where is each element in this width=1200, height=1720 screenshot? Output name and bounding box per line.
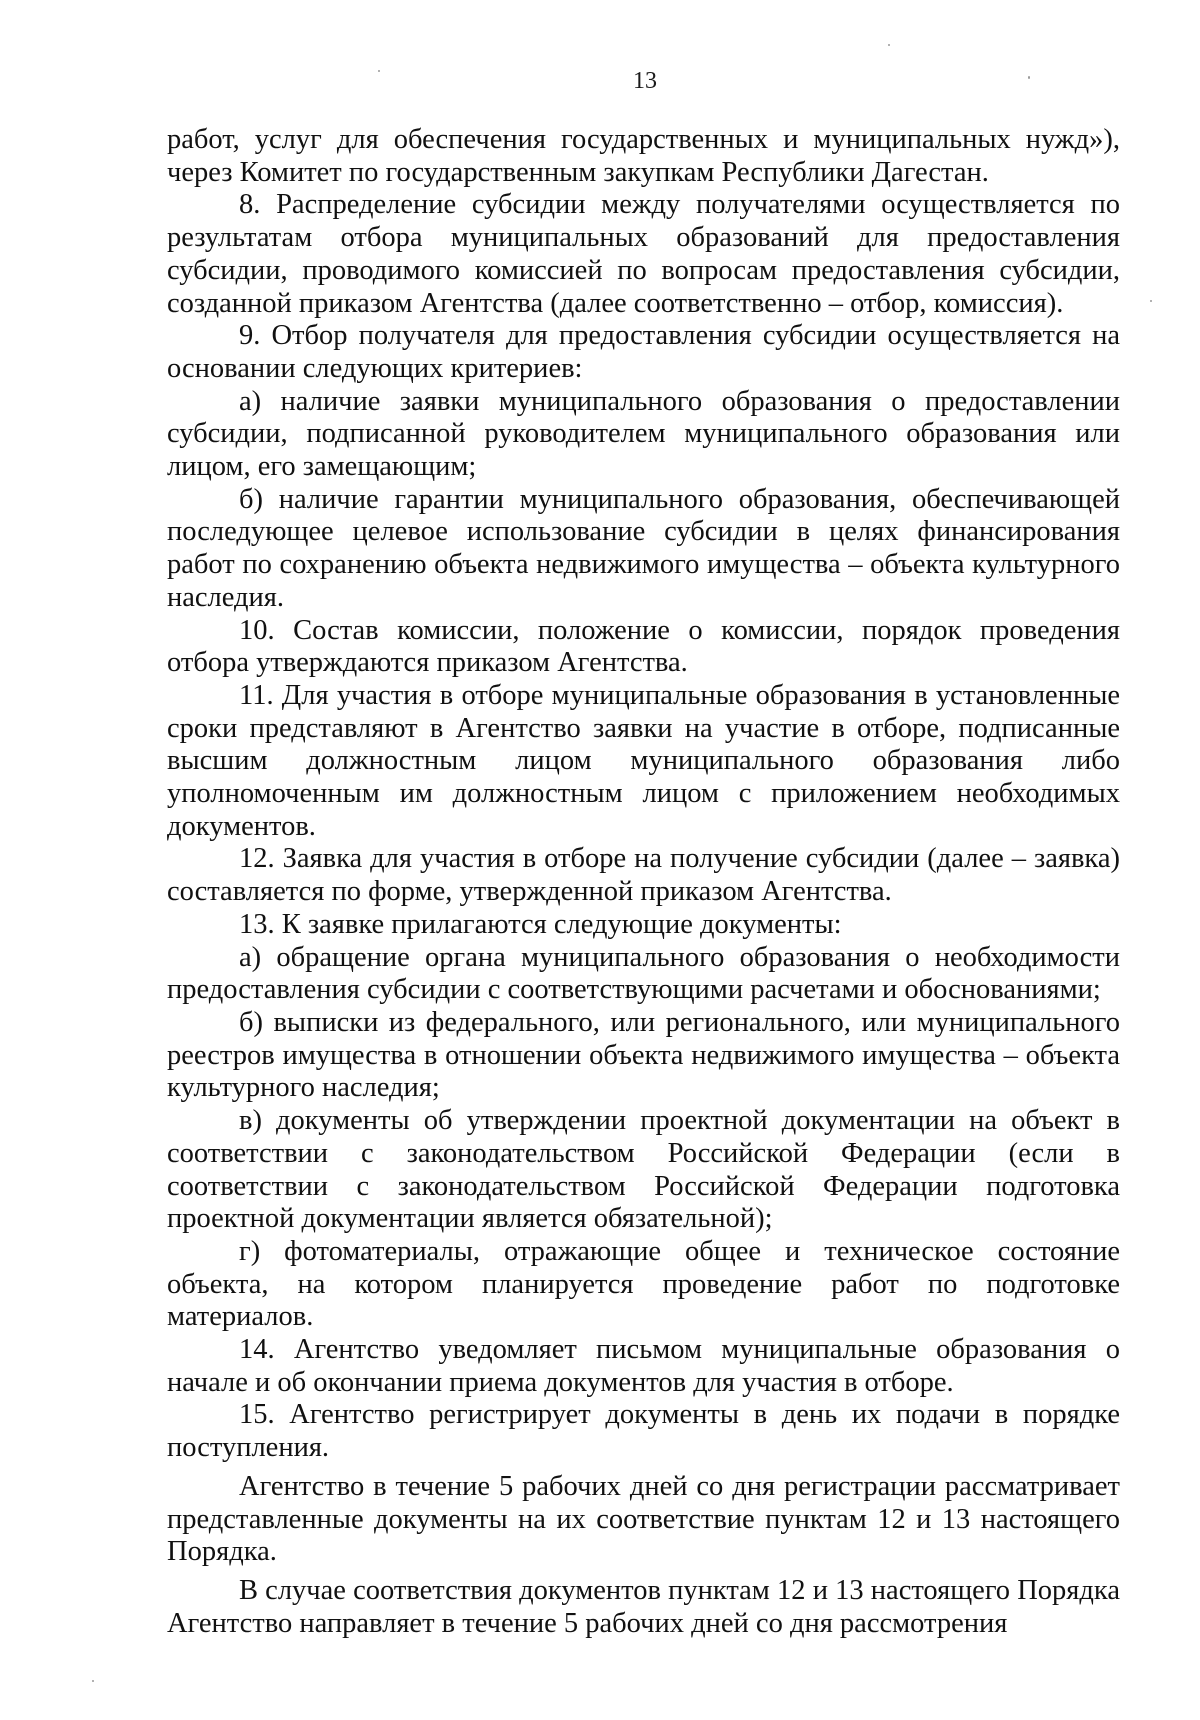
paragraph-item-11: 11. Для участия в отборе муниципальные образования в установленные сроки представляют в Агентство заявки на участие в отборе, подписанные высшим должностным лицом муниципального образования либо уполномоченным им должностным лицом с приложением необходимых документов. [167, 679, 1120, 842]
paragraph-item-9a: а) наличие заявки муниципального образования о предоставлении субсидии, подписанной руководителем муниципального образования или лицом, его замещающим; [167, 385, 1120, 483]
paragraph-item-15: 15. Агентство регистрирует документы в день их подачи в порядке поступления. [167, 1399, 1120, 1464]
paragraph-compliance: В случае соответствия документов пунктам 12 и 13 настоящего Порядка Агентство направляет в течение 5 рабочих дней со дня рассмотрения [167, 1574, 1120, 1639]
paragraph-continuation: работ, услуг для обеспечения государственных и муниципальных нужд»), через Комитет по государственным закупкам Республики Дагестан. [167, 124, 1120, 188]
document-body [167, 124, 1120, 1640]
paragraph-item-9b: б) наличие гарантии муниципального образования, обеспечивающей последующее целевое использование субсидии в целях финансирования работ по сохранению объекта недвижимого имущества – объекта культурного наследия. [167, 483, 1120, 613]
paragraph-item-13a: а) обращение органа муниципального образования о необходимости предоставления субсидии с соответствующими расчетами и обоснованиями; [167, 941, 1120, 1006]
paragraph-item-10: 10. Состав комиссии, положение о комиссии, порядок проведения отбора утверждаются приказом Агентства. [167, 614, 1120, 679]
page-number: 13 [633, 68, 657, 94]
scan-speck [92, 1680, 94, 1682]
paragraph-review: Агентство в течение 5 рабочих дней со дня регистрации рассматривает представленные документы на их соответствие пунктам 12 и 13 настоящего Порядка. [167, 1470, 1120, 1568]
paragraph-item-13: 13. К заявке прилагаются следующие документы: [239, 908, 842, 940]
paragraph-item-8: 8. Распределение субсидии между получателями осуществляется по результатам отбора муниципальных образований для предоставления субсидии, проводимого комиссией по вопросам предоставления субсидии, созданной приказом Агентства (далее соответственно – отбор, комиссия). [167, 189, 1120, 319]
paragraph-item-14: 14. Агентство уведомляет письмом муниципальные образования о начале и об окончании приема документов для участия в отборе. [167, 1334, 1120, 1398]
scan-speck [1150, 300, 1152, 302]
paragraph-item-13b: б) выписки из федерального, или регионального, или муниципального реестров имущества в отношении объекта недвижимого имущества – объекта культурного наследия; [167, 1006, 1120, 1104]
paragraph-item-13v: в) документы об утверждении проектной документации на объект в соответствии с законодательством Российской Федерации (если в соответствии с законодательством Российской Федерации подготовка проектной документации является обязательной); [167, 1105, 1120, 1235]
paragraph-item-12: 12. Заявка для участия в отборе на получение субсидии (далее – заявка) составляется по форме, утвержденной приказом Агентства. [167, 843, 1120, 908]
paragraph-item-13g: г) фотоматериалы, отражающие общее и техническое состояние объекта, на котором планируется проведение работ по подготовке материалов. [167, 1235, 1120, 1333]
paragraph-item-9: 9. Отбор получателя для предоставления субсидии осуществляется на основании следующих критериев: [167, 320, 1120, 384]
scan-speck [888, 44, 890, 46]
